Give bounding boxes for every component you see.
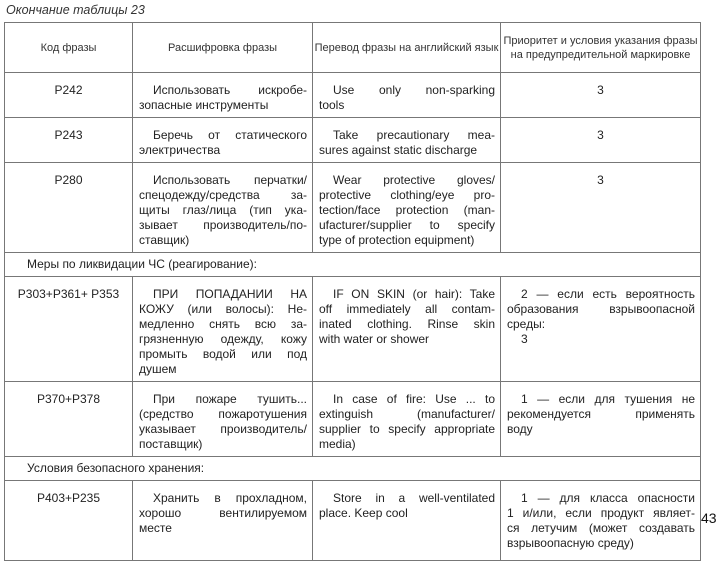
text-line: off immediately all contam-	[319, 302, 495, 316]
text-line: КОЖУ (или волосы): Не-	[139, 302, 307, 316]
phrase-decoding	[133, 277, 313, 382]
phrase-decoding	[133, 73, 313, 118]
table-row	[5, 277, 701, 382]
text-line: supplier to specify appropriate	[319, 422, 495, 436]
text-line: Использовать искробе-	[153, 83, 307, 97]
phrase-code: P370+P378	[5, 382, 133, 457]
text-line: ПРИ ПОПАДАНИИ НА	[153, 287, 307, 301]
text-line: ся летучим (может создавать	[507, 521, 695, 535]
phrase-priority	[501, 481, 701, 561]
text-line: щиты глаз/лица (тип ука-	[139, 203, 307, 217]
text-line: Take precautionary mea-	[333, 128, 495, 142]
text-line: Беречь от статического	[153, 128, 307, 142]
phrase-priority	[501, 382, 701, 457]
text-line: месте	[139, 521, 172, 535]
phrase-priority: 3	[501, 163, 701, 253]
phrase-code: P303+P361+ P353	[5, 277, 133, 382]
phrase-translation	[313, 277, 501, 382]
text-line: 2 — если есть вероятность	[521, 287, 695, 301]
text-line: with water or shower	[319, 332, 430, 346]
section-row	[5, 253, 701, 277]
table-row	[5, 481, 701, 561]
phrase-priority: 3	[501, 73, 701, 118]
text-line: зывает производитель/по-	[139, 218, 307, 232]
phrase-translation	[313, 382, 501, 457]
header-translation: Перевод фразы на английский язык	[313, 23, 501, 73]
text-line: In case of fire: Use ... to	[333, 392, 495, 406]
text-line: образования взрывоопасной	[507, 302, 695, 316]
phrase-priority: 3	[501, 118, 701, 163]
table-caption: Окончание таблицы 23	[6, 3, 145, 17]
text-line: 3	[521, 332, 528, 346]
text-line: спецодежду/средства за-	[139, 188, 307, 202]
text-line: protective clothing/eye pro-	[319, 188, 495, 202]
header-decoding: Расшифровка фразы	[133, 23, 313, 73]
phrase-translation	[313, 73, 501, 118]
text-line: inated clothing. Rinse skin	[319, 317, 495, 331]
section-row	[5, 457, 701, 481]
text-line: tools	[319, 98, 345, 112]
table-row	[5, 382, 701, 457]
text-line: (средство пожаротушения	[139, 407, 307, 421]
phrase-translation	[313, 118, 501, 163]
text-line: 1 — если для тушения не	[521, 392, 695, 406]
table-header	[5, 23, 701, 73]
text-line: промыть водой или под	[139, 347, 307, 361]
text-line: 1 — для класса опасности	[521, 491, 695, 505]
phrase-translation	[313, 163, 501, 253]
page-number: 43	[701, 510, 717, 526]
phrase-code: P243	[5, 118, 133, 163]
phrase-decoding	[133, 481, 313, 561]
text-line: place. Keep cool	[319, 506, 408, 520]
text-line: При пожаре тушить...	[153, 392, 307, 406]
phrase-decoding	[133, 163, 313, 253]
phrase-code: P280	[5, 163, 133, 253]
header-code: Код фразы	[5, 23, 133, 73]
text-line: медленно снять всю за-	[139, 317, 307, 331]
text-line: ставщик)	[139, 233, 190, 247]
text-line: Store in a well-ventilated	[333, 491, 495, 505]
text-line: Wear protective gloves/	[333, 173, 495, 187]
text-line: Использовать перчатки/	[153, 173, 307, 187]
text-line: грязненную одежду, кожу	[139, 332, 307, 346]
table-row	[5, 73, 701, 118]
text-line: поставщик)	[139, 437, 203, 451]
text-line: воду	[507, 422, 533, 436]
text-line: sures against static discharge	[319, 143, 478, 157]
phrase-decoding	[133, 118, 313, 163]
text-line: указывает производитель/	[139, 422, 307, 436]
text-line: type of protection equipment)	[319, 233, 475, 247]
phrase-code: P242	[5, 73, 133, 118]
phrase-translation	[313, 481, 501, 561]
text-line: Use only non-sparking	[333, 83, 495, 97]
text-line: tection/face protection (man-	[319, 203, 495, 217]
section-title: Меры по ликвидации ЧС (реагирование):	[5, 253, 701, 277]
header-priority: Приоритет и условия указания фразы на предупредительной маркировке	[501, 23, 701, 73]
text-line: media)	[319, 437, 356, 451]
text-line: зопасные инструменты	[139, 98, 269, 112]
text-line: электричества	[139, 143, 221, 157]
table-body	[5, 73, 701, 561]
text-line: 1 и/или, если продукт являет-	[507, 506, 695, 520]
text-line: IF ON SKIN (or hair): Take	[333, 287, 495, 301]
section-title: Условия безопасного хранения:	[5, 457, 701, 481]
phrase-priority	[501, 277, 701, 382]
text-line: рекомендуется применять	[507, 407, 695, 421]
phrase-code: P403+P235	[5, 481, 133, 561]
text-line: душем	[139, 362, 177, 376]
precaution-phrases-table	[4, 22, 701, 561]
text-line: extinguish (manufacturer/	[319, 407, 495, 421]
text-line: взрывоопасную среду)	[507, 536, 634, 550]
text-line: хорошо вентилируемом	[139, 506, 307, 520]
phrase-decoding	[133, 382, 313, 457]
table-row	[5, 118, 701, 163]
text-line: Хранить в прохладном,	[153, 491, 307, 505]
table-row	[5, 163, 701, 253]
text-line: ufacturer/supplier to specify	[319, 218, 495, 232]
text-line: среды:	[507, 317, 546, 331]
